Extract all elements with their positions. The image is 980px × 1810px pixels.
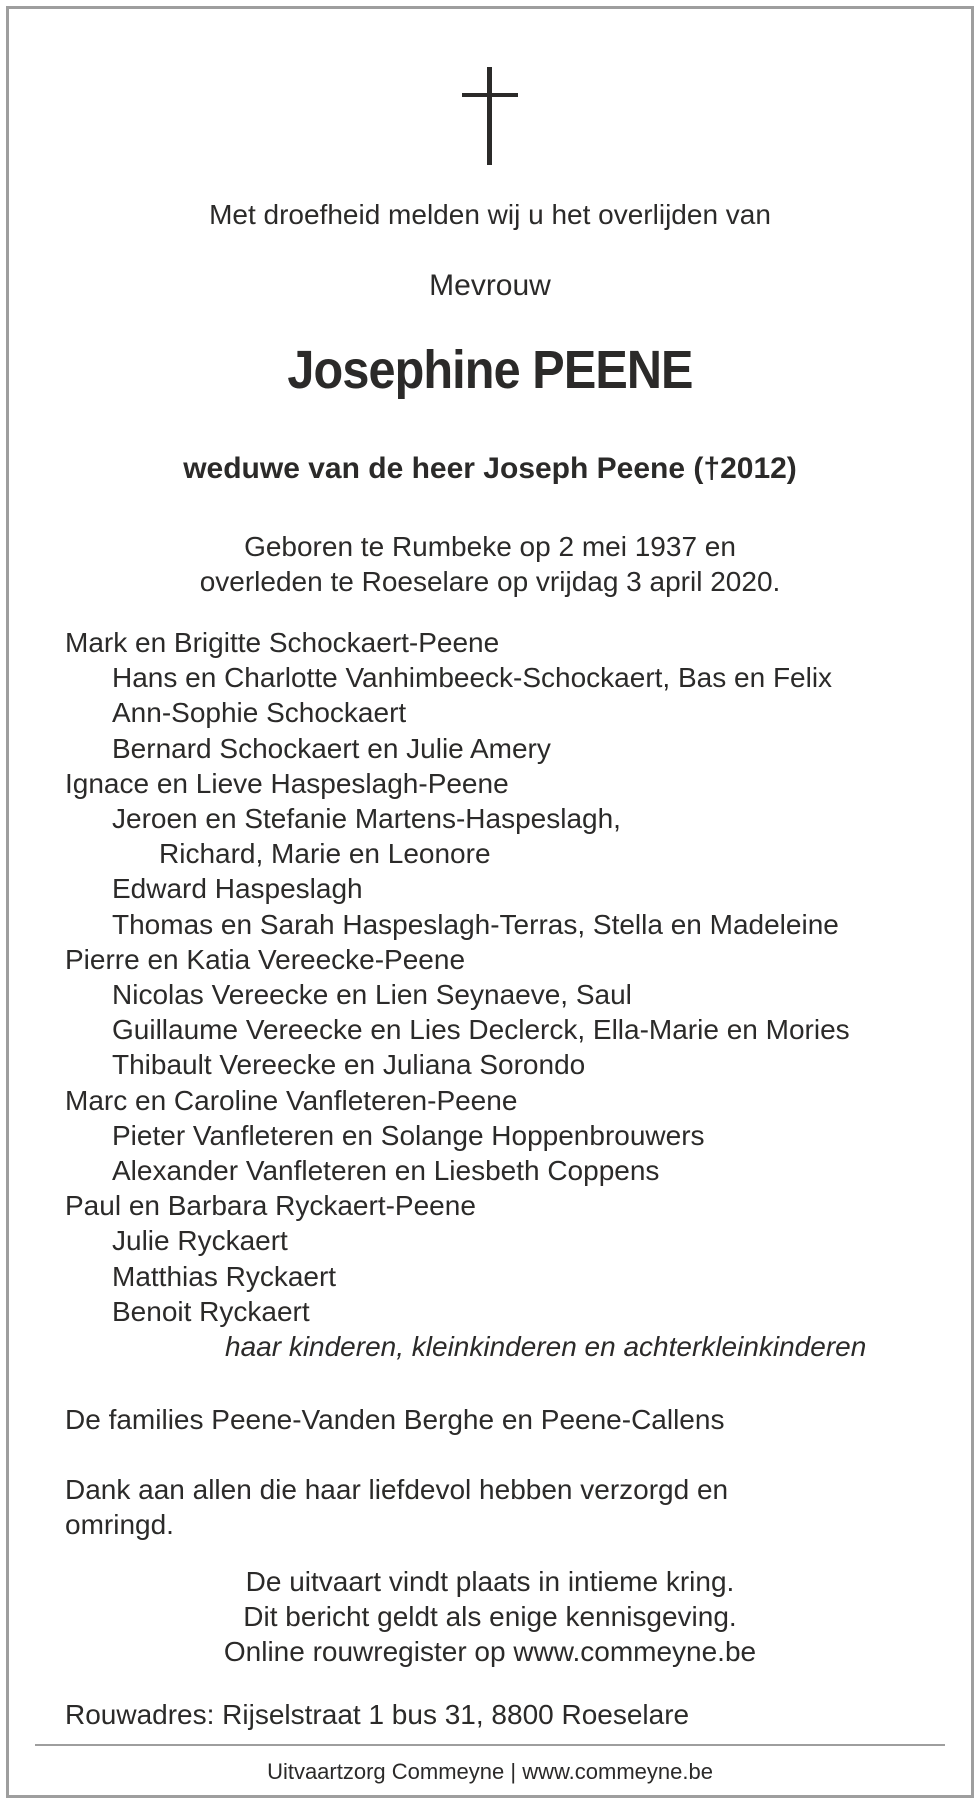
family-member: Pieter Vanfleteren en Solange Hoppenbrouwers xyxy=(112,1119,705,1151)
mourning-address: Rouwadres: Rijselstraat 1 bus 31, 8800 Roeselare xyxy=(65,1699,690,1730)
family-member: Paul en Barbara Ryckaert-Peene xyxy=(65,1190,476,1222)
family-member: Marc en Caroline Vanfleteren-Peene xyxy=(65,1084,518,1116)
birth-line: Geboren te Rumbeke op 2 mei 1937 en xyxy=(244,531,736,562)
extended-families: De families Peene-Vanden Berghe en Peene-Callens xyxy=(65,1404,725,1435)
family-member: Nicolas Vereecke en Lien Seynaeve, Saul xyxy=(112,979,632,1011)
funeral-line: Online rouwregister op www.commeyne.be xyxy=(223,1636,757,1667)
family-list xyxy=(65,625,945,1364)
funeral-line: De uitvaart vindt plaats in intieme kring. xyxy=(245,1566,735,1597)
widow-line: weduwe van de heer Joseph Peene (†2012) xyxy=(183,452,797,485)
family-member: Guillaume Vereecke en Lies Declerck, Ella-Marie en Mories xyxy=(112,1014,850,1046)
obituary-notice xyxy=(6,6,974,1798)
thanks-line: Dank aan allen die haar liefdevol hebben verzorgd en xyxy=(65,1474,729,1505)
thanks-line: omringd. xyxy=(65,1509,174,1540)
footer-divider xyxy=(35,1744,945,1746)
family-member: Richard, Marie en Leonore xyxy=(159,838,491,870)
death-line: overleden te Roeselare op vrijdag 3 april 2020. xyxy=(199,566,781,597)
honorific: Mevrouw xyxy=(429,269,551,302)
family-member: Pierre en Katia Vereecke-Peene xyxy=(65,943,466,975)
family-member: Ignace en Lieve Haspeslagh-Peene xyxy=(65,767,509,799)
family-member: Thomas en Sarah Haspeslagh-Terras, Stella en Madeleine xyxy=(112,908,839,940)
family-member: Matthias Ryckaert xyxy=(112,1260,337,1292)
intro-text: Met droefheid melden wij u het overlijden van xyxy=(209,199,771,230)
family-closing: haar kinderen, kleinkinderen en achterkleinkinderen xyxy=(225,1331,867,1363)
funeral-info xyxy=(9,1564,971,1669)
family-member: Alexander Vanfleteren en Liesbeth Coppens xyxy=(112,1155,660,1187)
birth-death-info xyxy=(9,529,971,599)
footer-text: Uitvaartzorg Commeyne | www.commeyne.be xyxy=(267,1759,713,1784)
family-member: Bernard Schockaert en Julie Amery xyxy=(112,732,551,764)
family-member: Hans en Charlotte Vanhimbeeck-Schockaert, Bas en Felix xyxy=(112,662,833,694)
family-member: Edward Haspeslagh xyxy=(112,873,363,905)
cross-icon xyxy=(9,67,971,167)
family-member: Benoit Ryckaert xyxy=(112,1295,310,1327)
family-member: Julie Ryckaert xyxy=(112,1225,288,1257)
family-member: Thibault Vereecke en Juliana Sorondo xyxy=(112,1049,586,1081)
deceased-name: Josephine PEENE xyxy=(287,340,693,400)
thanks-text xyxy=(65,1472,945,1542)
family-member: Mark en Brigitte Schockaert-Peene xyxy=(65,627,500,658)
family-member: Jeroen en Stefanie Martens-Haspeslagh, xyxy=(112,803,621,835)
funeral-line: Dit bericht geldt als enige kennisgeving. xyxy=(243,1601,737,1632)
family-member: Ann-Sophie Schockaert xyxy=(112,697,407,729)
